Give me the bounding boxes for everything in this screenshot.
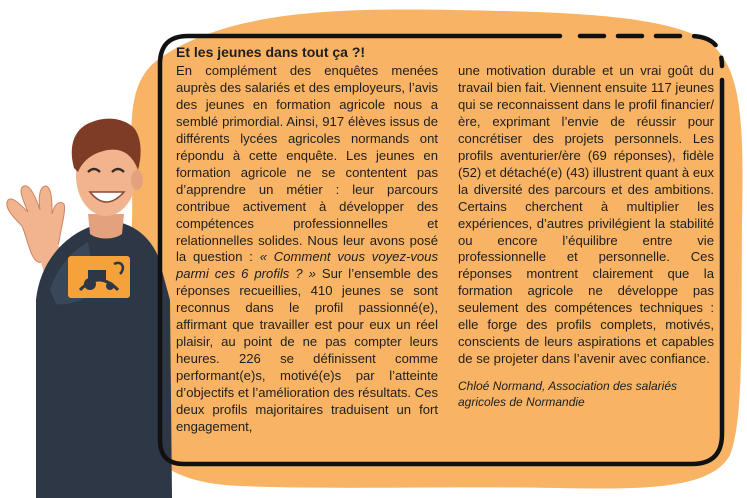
author-signature: Chloé Normand, Association des salariés agricoles de Normandie [458, 379, 677, 410]
paragraph-continued: une motivation durable et un vrai goût du travail bien fait. Viennent ensuite 117 jeunes qui se reconnaissent dans le profil financier/ère, exprimant l’envie de réussir pour concrétiser des projets personnels. Les profils aventurier/ère (69 réponses), fidèle (52) et détaché(e) (43) illustrent quant à eux la diversité des parcours et des ambitions. Certains cherchent à multiplier les expériences, d’autres privilégient la stabilité ou encore l’équilibre entre vie professionnelle et personnelle. Ces réponses montrent clairement que la formation agricole ne développe pas seulement des compétences techniques : elle forge des profils complets, motivés, conscients de leurs aspirations et capables de se projeter dans l’avenir avec confiance. [458, 63, 714, 367]
intro-text: En complément des enquêtes menées auprès des salariés et des employeurs, l’avis des jeunes en formation agricole nous a semblé primordial. Ainsi, 917 élèves issus de différents lycées agricoles normands ont répondu à cette enquête. Les jeunes en formation agricole ne se contentent pas d’apprendre un métier : leur parcours contribue activement à développer des compétences professionnelles et relationnelles solides. Nous leur avons posé la question : [176, 63, 438, 265]
card-title: Et les jeunes dans tout ça ?! [176, 44, 366, 60]
text-column-right [458, 63, 714, 410]
article-card [176, 44, 714, 454]
text-column-left [176, 63, 438, 436]
paragraph-intro [176, 63, 438, 436]
survey-question: « Comment vous voyez-vous parmi ces 6 profils ? » [176, 249, 439, 282]
results-text: Sur l’ensemble des réponses recueillies, 410 jeunes se sont reconnus dans le profil passionné(e), affirmant que travailler est pour eux un réel plaisir, au point de ne pas compter leurs heures. 226 se définissent comme performant(e)s, motivé(e)s par l’atteinte d’objectifs et l’amélioration des résultats. Ces deux profils majoritaires traduisent un fort engagement, [176, 266, 439, 435]
